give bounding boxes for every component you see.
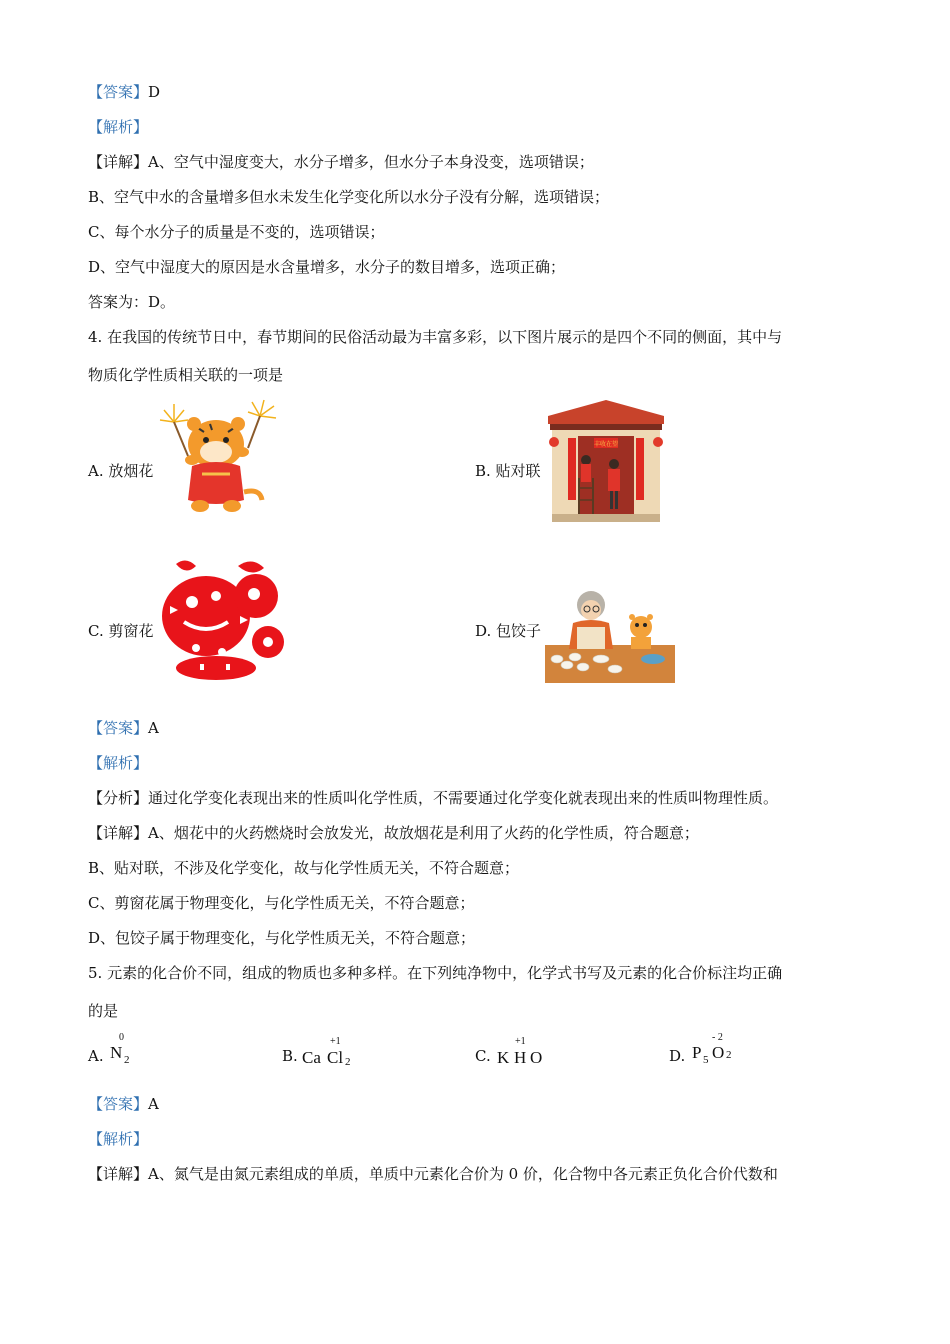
detail-text: A、空气中湿度变大，水分子增多，但水分子本身没变，选项错误； [148,153,594,171]
q5-answer-value: A [148,1095,159,1113]
q5-answer-line [88,1094,159,1114]
q5-formula-d [692,1032,742,1068]
q4-analysis-tag: 【分析】 [88,789,149,807]
element-cl: Cl [327,1048,344,1067]
q4-answer-line [88,718,159,738]
subscript-o: 2 [726,1049,732,1061]
couplet-banner-text: 丰收在望 [593,441,619,448]
q4-analysis-line [88,788,778,808]
subscript-n: 2 [124,1054,130,1066]
answer-label: 【答案】 [88,83,149,101]
q4-answer-label: 【答案】 [88,719,149,737]
q4-detail-line-d: D、包饺子属于物理变化，与化学性质无关，不符合题意； [88,929,476,947]
q5-option-d-label: D. [669,1047,686,1065]
q5-stem-line2: 的是 [88,1002,119,1020]
q4-detail-line-a [88,823,699,843]
q5-detail-label: 【详解】 [88,1165,149,1183]
element-p: P [692,1043,702,1062]
q4-option-d: D. 包饺子 [475,622,542,640]
q4-analysis-text: 通过化学变化表现出来的性质叫化学性质，不需要通过化学变化就表现出来的性质叫物理性质。 [148,789,779,807]
q4-detail-label: 【详解】 [88,824,149,842]
analysis-label: 【解析】 [88,118,149,136]
q4-detail-text: A、烟花中的火药燃烧时会放发光，故放烟花是利用了火药的化学性质，符合题意； [148,824,699,842]
q4-option-c: C. 剪窗花 [88,622,154,640]
q5-answer-label: 【答案】 [88,1095,149,1113]
q4-option-b: B. 贴对联 [475,462,541,480]
element-o: O [530,1048,543,1067]
q5-option-b-label: B. [282,1047,298,1065]
q4-detail-line-c: C、剪窗花属于物理变化，与化学性质无关，不符合题意； [88,894,475,912]
detail-line-d: D、空气中湿度大的原因是水含量增多，水分子的数目增多，选项正确； [88,258,566,276]
q5-detail-line-a [88,1164,778,1184]
q4-detail-line-b: B、贴对联，不涉及化学变化，故与化学性质无关，不符合题意； [88,859,520,877]
q4-analysis-label: 【解析】 [88,754,149,772]
paper-cut-image [156,556,288,684]
valence-n: 0 [119,1032,124,1043]
detail-line-b: B、空气中水的含量增多但水未发生化学变化所以水分子没有分解，选项错误； [88,188,610,206]
q5-analysis-label: 【解析】 [88,1130,149,1148]
valence-o: - 2 [712,1032,723,1043]
element-k: K [497,1048,510,1067]
detail-label: 【详解】 [88,153,149,171]
subscript-cl: 2 [345,1056,351,1068]
q4-stem-line1: 4. 在我国的传统节日中，春节期间的民俗活动最为丰富多彩，以下图片展示的是四个不同的侧面，其中与 [88,328,783,346]
q4-option-a: A. 放烟花 [88,462,154,480]
q4-stem-line2: 物质化学性质相关联的一项是 [88,366,284,384]
answer-line [88,82,160,102]
element-ca: Ca [302,1048,321,1067]
valence-cl: +1 [330,1036,341,1047]
conclusion: 答案为：D。 [88,293,176,311]
detail-line-a [88,152,594,172]
q5-formula-a [110,1032,150,1068]
detail-line-c: C、每个水分子的质量是不变的，选项错误； [88,223,385,241]
answer-value: D [148,83,161,101]
q5-option-a-label: A. [88,1047,104,1065]
q5-formula-b [302,1036,362,1070]
valence-h: +1 [515,1036,526,1047]
couplet-gate-image [548,398,664,522]
q5-detail-text: A、氮气是由氮元素组成的单质，单质中元素化合价为 0 价，化合物中各元素正负化合价代数和 [148,1165,778,1183]
subscript-p: 5 [703,1054,709,1066]
q5-formula-c [497,1036,557,1070]
fireworks-tiger-image [152,396,282,522]
q5-stem-line1: 5. 元素的化合价不同，组成的物质也多种多样。在下列纯净物中，化学式书写及元素的化合价标注均正确 [88,964,783,982]
element-o: O [712,1043,725,1062]
q5-option-c-label: C. [475,1047,491,1065]
element-h: H [514,1048,527,1067]
q4-answer-value: A [148,719,159,737]
dumplings-image [545,583,675,683]
element-n: N [110,1043,123,1062]
